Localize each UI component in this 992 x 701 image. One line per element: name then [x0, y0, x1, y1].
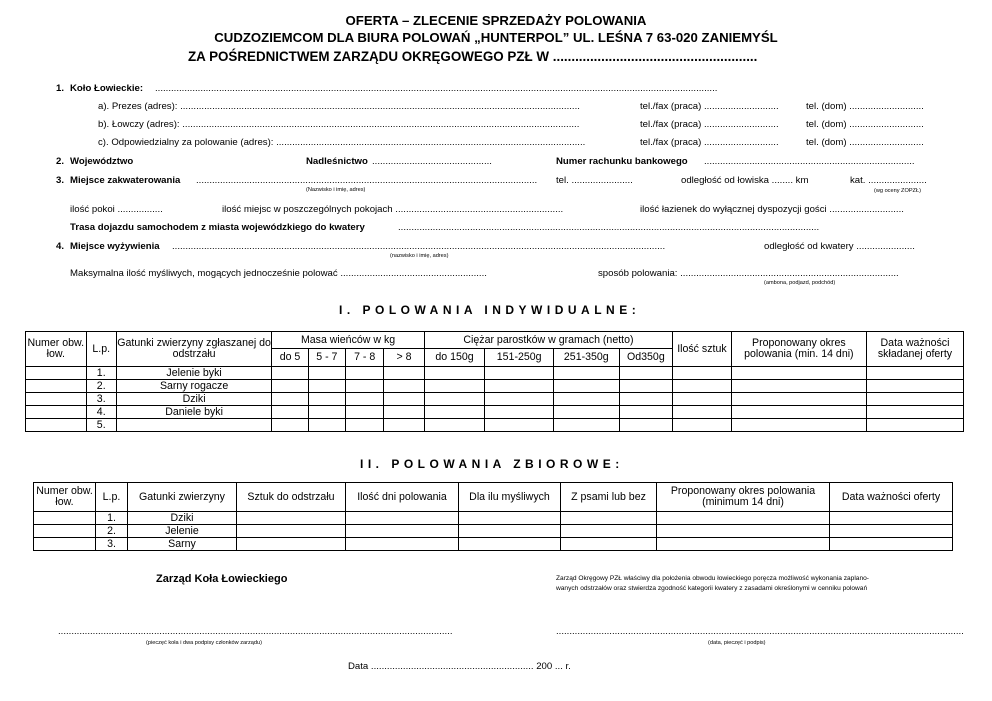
row-lp: 5.	[86, 419, 116, 432]
cell-input[interactable]	[424, 406, 485, 419]
row-lp: 2.	[96, 525, 128, 538]
kolo-input-line[interactable]: ...................................................................................................................................................................................................................	[155, 83, 718, 94]
cell-input[interactable]	[346, 525, 459, 538]
cell-input[interactable]	[424, 367, 485, 380]
prezes-telfax[interactable]: tel./fax (praca) ............................	[640, 101, 779, 112]
row-species: Daniele byki	[116, 406, 271, 419]
table-row	[34, 512, 953, 525]
row-species: Sarny rogacze	[116, 380, 271, 393]
cell-input[interactable]	[384, 419, 424, 432]
row-lp: 3.	[96, 538, 128, 551]
kategoria-field[interactable]: kat. ......................	[850, 175, 927, 186]
cell-input[interactable]	[485, 380, 554, 393]
cell-input[interactable]	[308, 367, 345, 380]
prezes-field[interactable]: a). Prezes (adres): ......................................................................................................................................................	[98, 101, 580, 112]
cell-input[interactable]	[553, 380, 619, 393]
lowczy-teldom[interactable]: tel. (dom) ............................	[806, 119, 924, 130]
cell-input[interactable]	[553, 419, 619, 432]
zopzl-note: (wg oceny ZOPZŁ)	[874, 188, 921, 194]
header-dni: Ilość dni polowania	[346, 483, 459, 512]
odleglosc-lowiska[interactable]: odległość od łowiska ........ km	[681, 175, 809, 186]
header-okres: Proponowany okres polowania (minimum 14 dni)	[657, 483, 830, 512]
signature-caption-right: (data, pieczęć i podpis)	[708, 640, 766, 646]
doc-title-line3: ZA POŚREDNICTWEM ZARZĄDU OKRĘGOWEGO PZŁ W .......................................................	[188, 49, 758, 64]
cell-input[interactable]	[424, 380, 485, 393]
cell-input[interactable]	[673, 393, 732, 406]
header-lp: L.p.	[96, 483, 128, 512]
wojewodztwo-label: Województwo	[70, 156, 134, 167]
cell-input[interactable]	[731, 419, 866, 432]
cell-input[interactable]	[619, 393, 673, 406]
cell-input[interactable]	[272, 419, 308, 432]
section-group-title: II. POLOWANIA ZBIOROWE:	[360, 457, 624, 471]
field-number: 1.	[56, 83, 65, 94]
nazwisko-note: (Nazwisko i imię, adres)	[306, 187, 366, 193]
doc-title-line2: CUDZOZIEMCOM DLA BIURA POLOWAŃ „HUNTERPOL” UL. LEŚNA 7 63-020 ZANIEMYŚL	[214, 30, 778, 45]
cell-input[interactable]	[26, 393, 87, 406]
cell-input[interactable]	[553, 406, 619, 419]
pokoi-field[interactable]: ilość pokoi .................	[70, 204, 163, 215]
trasa-input-line[interactable]: ..............................................................................................................................................................	[398, 222, 820, 233]
cell-input[interactable]	[34, 538, 96, 551]
header-mysliwych: Dla ilu myśliwych	[459, 483, 561, 512]
prezes-teldom[interactable]: tel. (dom) ............................	[806, 101, 924, 112]
cell-input[interactable]	[308, 406, 345, 419]
kolo-label: Koło Łowieckie:	[70, 83, 144, 94]
field-number: 4.	[56, 241, 65, 252]
header-okres: Proponowany okres polowania (min. 14 dni)	[731, 332, 866, 367]
row-lp: 2.	[86, 380, 116, 393]
header-ciezar-col: 151-250g	[485, 349, 554, 367]
odpowiedzialny-teldom[interactable]: tel. (dom) ............................	[806, 137, 924, 148]
cell-input[interactable]	[553, 367, 619, 380]
cell-input[interactable]	[26, 367, 87, 380]
cell-input[interactable]	[346, 538, 459, 551]
cell-input[interactable]	[237, 512, 346, 525]
table-row	[26, 367, 964, 380]
cell-input[interactable]	[308, 419, 345, 432]
row-species: Dziki	[128, 512, 237, 525]
cell-input[interactable]	[384, 393, 424, 406]
cell-input[interactable]	[553, 393, 619, 406]
odleglosc-kwatery[interactable]: odległość od kwatery ......................	[764, 241, 915, 252]
date-field[interactable]: Data ............................................................. 200 ... r.	[348, 661, 571, 672]
row-species[interactable]	[116, 419, 271, 432]
header-ciezar-col: Od350g	[619, 349, 673, 367]
miejsc-field[interactable]: ilość miejsc w poszczególnych pokojach ...............................................................	[222, 204, 564, 215]
cell-input[interactable]	[619, 419, 673, 432]
header-ilosc: Ilość sztuk	[673, 332, 732, 367]
cell-input[interactable]	[34, 525, 96, 538]
cell-input[interactable]	[346, 512, 459, 525]
cell-input[interactable]	[346, 419, 384, 432]
cell-input[interactable]	[866, 367, 963, 380]
zakwaterowanie-tel[interactable]: tel. .......................	[556, 175, 633, 186]
row-species: Jelenie byki	[116, 367, 271, 380]
cell-input[interactable]	[866, 419, 963, 432]
table-row	[26, 393, 964, 406]
cell-input[interactable]	[485, 367, 554, 380]
cell-input[interactable]	[731, 380, 866, 393]
row-species: Sarny	[128, 538, 237, 551]
header-masa: Masa wieńców w kg	[272, 332, 424, 349]
cell-input[interactable]	[485, 406, 554, 419]
cell-input[interactable]	[561, 538, 657, 551]
wyzywienie-input-line[interactable]: .........................................................................................................................................................................................	[172, 241, 666, 252]
header-masa-col: do 5	[272, 349, 308, 367]
cell-input[interactable]	[424, 419, 485, 432]
header-masa-col: 7 - 8	[346, 349, 384, 367]
field-number: 3.	[56, 175, 65, 186]
cell-input[interactable]	[673, 380, 732, 393]
maks-mysliwych-field[interactable]: Maksymalna ilość myśliwych, mogących jednocześnie polować .......................................................	[70, 268, 487, 279]
sposob-polowania-field[interactable]: sposób polowania: ..................................................................................	[598, 268, 899, 279]
cell-input[interactable]	[485, 393, 554, 406]
cell-input[interactable]	[830, 512, 953, 525]
cell-input[interactable]	[561, 525, 657, 538]
cell-input[interactable]	[272, 406, 308, 419]
row-lp: 3.	[86, 393, 116, 406]
cell-input[interactable]	[26, 380, 87, 393]
table-row	[34, 538, 953, 551]
section-individual-title: I. POLOWANIA INDYWIDUALNE:	[339, 303, 641, 317]
cell-input[interactable]	[424, 393, 485, 406]
sposob-note: (ambona, podjazd, podchód)	[764, 280, 836, 286]
cell-input[interactable]	[26, 406, 87, 419]
cell-input[interactable]	[272, 393, 308, 406]
header-gatunki: Gatunki zwierzyny zgłaszanej do odstrzału	[116, 332, 271, 367]
header-sztuk: Sztuk do odstrzału	[237, 483, 346, 512]
zarzad-okregowy-note: Zarząd Okręgowy PZŁ właściwy dla położenia obwodu łowieckiego poręcza możliwość wykonania zaplano-	[556, 575, 869, 582]
trasa-label: Trasa dojazdu samochodem z miasta wojewódzkiego do kwatery	[70, 222, 365, 233]
cell-input[interactable]	[272, 380, 308, 393]
zakwaterowanie-label: Miejsce zakwaterowania	[70, 175, 181, 186]
zakwaterowanie-input-line[interactable]: ................................................................................................................................	[196, 175, 538, 186]
cell-input[interactable]	[830, 538, 953, 551]
header-masa-col: 5 - 7	[308, 349, 345, 367]
lowczy-field[interactable]: b). Łowczy (adres): .....................................................................................................................................................	[98, 119, 580, 130]
nadlesnictwo-input-line[interactable]: .............................................	[372, 156, 492, 167]
header-masa-col: > 8	[384, 349, 424, 367]
cell-input[interactable]	[459, 525, 561, 538]
cell-input[interactable]	[384, 380, 424, 393]
cell-input[interactable]	[657, 538, 830, 551]
table-row	[26, 406, 964, 419]
cell-input[interactable]	[308, 380, 345, 393]
konto-label: Numer rachunku bankowego	[556, 156, 688, 167]
cell-input[interactable]	[237, 525, 346, 538]
signature-line-right[interactable]: .........................................................................................................................................................	[556, 626, 964, 637]
header-data-waznosci: Data ważności oferty	[830, 483, 953, 512]
signature-line-left[interactable]: ....................................................................................................................................................	[58, 626, 453, 637]
header-numer: Numer obw. łow.	[34, 483, 96, 512]
zarzad-okregowy-note-2: wanych odstrzałów oraz stwierdza zgodność kategorii kwatery z zasadami określonymi w cenniku polowań	[556, 585, 868, 592]
cell-input[interactable]	[866, 406, 963, 419]
header-psami: Z psami lub bez	[561, 483, 657, 512]
cell-input[interactable]	[272, 367, 308, 380]
cell-input[interactable]	[657, 525, 830, 538]
cell-input[interactable]	[26, 419, 87, 432]
table-row	[26, 380, 964, 393]
cell-input[interactable]	[561, 512, 657, 525]
cell-input[interactable]	[619, 367, 673, 380]
cell-input[interactable]	[237, 538, 346, 551]
cell-input[interactable]	[346, 380, 384, 393]
row-species: Jelenie	[128, 525, 237, 538]
nadlesnictwo-label: Nadleśnictwo	[306, 156, 368, 167]
wyzywienie-label: Miejsce wyżywienia	[70, 241, 160, 252]
individual-hunting-table	[25, 331, 964, 432]
cell-input[interactable]	[731, 406, 866, 419]
header-ciezar: Ciężar parostków w gramach (netto)	[424, 332, 672, 349]
header-lp: L.p.	[86, 332, 116, 367]
row-species: Dziki	[116, 393, 271, 406]
doc-title-line1: OFERTA – ZLECENIE SPRZEDAŻY POLOWANIA	[345, 13, 647, 28]
cell-input[interactable]	[830, 525, 953, 538]
cell-input[interactable]	[485, 419, 554, 432]
cell-input[interactable]	[673, 367, 732, 380]
cell-input[interactable]	[866, 380, 963, 393]
header-gatunki: Gatunki zwierzyny	[128, 483, 237, 512]
cell-input[interactable]	[619, 380, 673, 393]
cell-input[interactable]	[346, 393, 384, 406]
row-lp: 1.	[86, 367, 116, 380]
cell-input[interactable]	[384, 367, 424, 380]
cell-input[interactable]	[384, 406, 424, 419]
row-lp: 4.	[86, 406, 116, 419]
lazienek-field[interactable]: ilość łazienek do wyłącznej dyspozycji gości ............................	[640, 204, 904, 215]
group-hunting-table	[33, 482, 953, 551]
cell-input[interactable]	[731, 393, 866, 406]
cell-input[interactable]	[346, 406, 384, 419]
cell-input[interactable]	[619, 406, 673, 419]
header-data-waznosci: Data ważności składanej oferty	[866, 332, 963, 367]
header-ciezar-col: do 150g	[424, 349, 485, 367]
cell-input[interactable]	[731, 367, 866, 380]
zarzad-kola-heading: Zarząd Koła Łowieckiego	[156, 573, 288, 585]
konto-input-line[interactable]: ...............................................................................	[704, 156, 915, 167]
cell-input[interactable]	[346, 367, 384, 380]
cell-input[interactable]	[308, 393, 345, 406]
cell-input[interactable]	[34, 512, 96, 525]
header-numer: Numer obw. łow.	[26, 332, 87, 367]
cell-input[interactable]	[673, 406, 732, 419]
table-row	[26, 419, 964, 432]
cell-input[interactable]	[673, 419, 732, 432]
field-number: 2.	[56, 156, 65, 167]
odpowiedzialny-telfax[interactable]: tel./fax (praca) ............................	[640, 137, 779, 148]
cell-input[interactable]	[866, 393, 963, 406]
signature-caption-left: (pieczęć koła i dwa podpisy członków zarządu)	[146, 640, 262, 646]
cell-input[interactable]	[459, 512, 561, 525]
cell-input[interactable]	[657, 512, 830, 525]
table-row	[34, 525, 953, 538]
odpowiedzialny-field[interactable]: c). Odpowiedzialny za polowanie (adres): ....................................................................................................................	[98, 137, 586, 148]
lowczy-telfax[interactable]: tel./fax (praca) ............................	[640, 119, 779, 130]
header-ciezar-col: 251-350g	[553, 349, 619, 367]
cell-input[interactable]	[459, 538, 561, 551]
nazwisko-note2: (nazwisko i imię, adres)	[390, 253, 449, 259]
row-lp: 1.	[96, 512, 128, 525]
